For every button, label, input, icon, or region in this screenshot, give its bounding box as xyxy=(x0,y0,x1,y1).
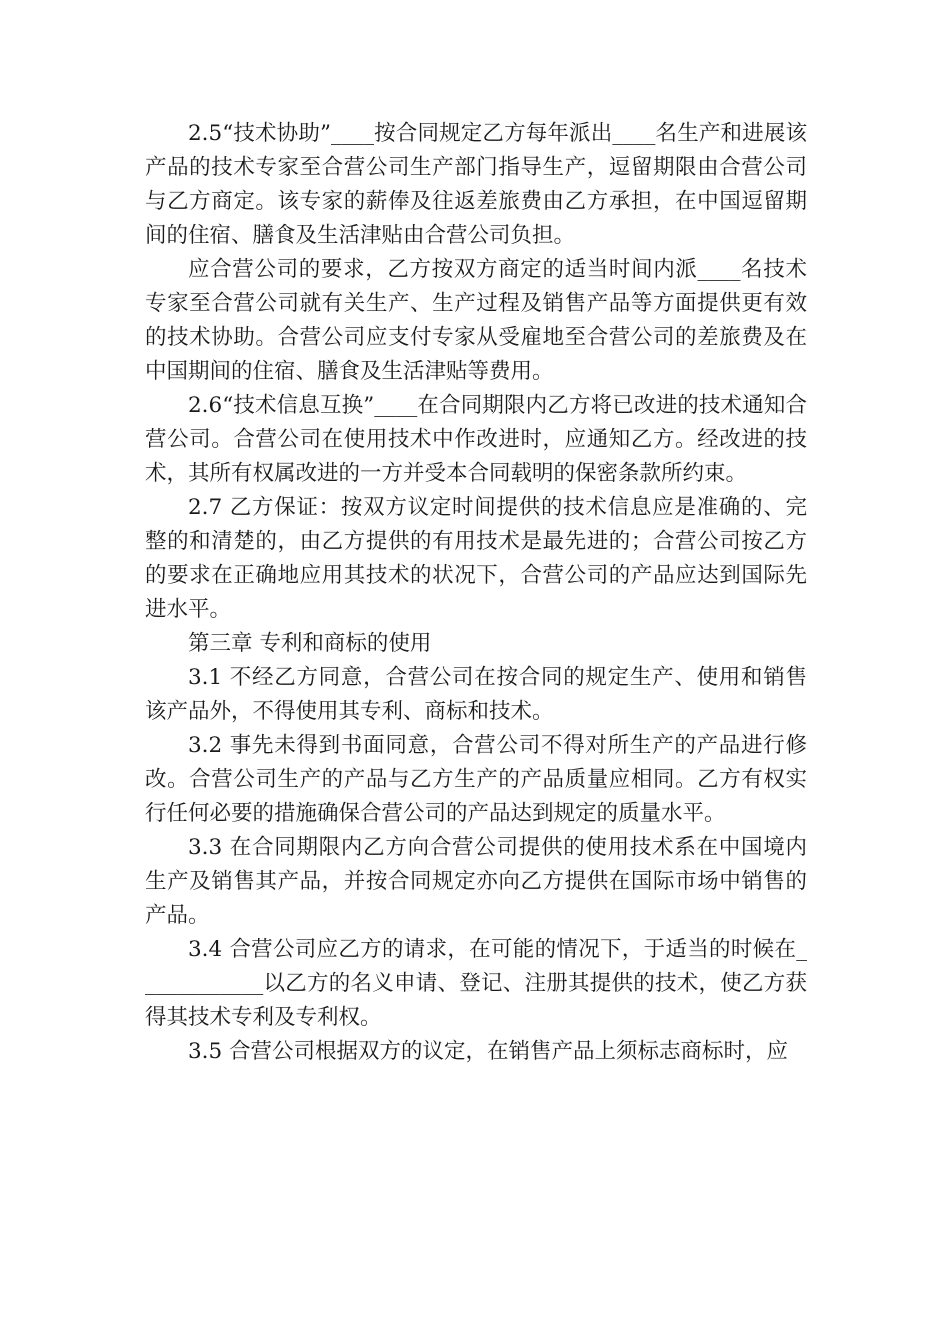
clause-3-4: 3.4 合营公司应乙方的请求，在可能的情况下，于适当的时候在____________以乙方的名义申请、登记、注册其提供的技术，使乙方获得其技术专利及专利权。 xyxy=(145,937,807,1030)
clause-2-7-party-b-guarantee: 2.7 乙方保证：按双方议定时间提供的技术信息应是准确的、完整的和清楚的，由乙方提供的有用技术是最先进的；合营公司按乙方的要求在正确地应用其技术的状况下，合营公司的产品应达到国际先进水平。 xyxy=(145,495,807,622)
clause-3-5: 3.5 合营公司根据双方的议定，在销售产品上须标志商标时，应 xyxy=(188,1039,789,1064)
document-page xyxy=(145,117,807,1069)
clause-3-1: 3.1 不经乙方同意，合营公司在按合同的规定生产、使用和销售该产品外，不得使用其专利、商标和技术。 xyxy=(145,665,807,724)
clause-2-6-information-exchange: 2.6“技术信息互换”____在合同期限内乙方将已改进的技术通知合营公司。合营公司在使用技术中作改进时，应通知乙方。经改进的技术，其所有权属改进的一方并受本合同载明的保密条款所约束。 xyxy=(145,393,807,486)
clause-3-2: 3.2 事先未得到书面同意，合营公司不得对所生产的产品进行修改。合营公司生产的产品与乙方生产的产品质量应相同。乙方有权实行任何必要的措施确保合营公司的产品达到规定的质量水平。 xyxy=(145,733,807,826)
paragraph-expert-dispatch: 应合营公司的要求，乙方按双方商定的适当时间内派____名技术专家至合营公司就有关生产、生产过程及销售产品等方面提供更有效的技术协助。合营公司应支付专家从受雇地至合营公司的差旅费及在中国期间的住宿、膳食及生活津贴等费用。 xyxy=(145,257,807,384)
clause-2-5-technical-assistance: 2.5“技术协助”____按合同规定乙方每年派出____名生产和进展该产品的技术专家至合营公司生产部门指导生产，逗留期限由合营公司与乙方商定。该专家的薪俸及往返差旅费由乙方承担，在中国逗留期间的住宿、膳食及生活津贴由合营公司负担。 xyxy=(145,121,807,248)
chapter-3-heading: 第三章 专利和商标的使用 xyxy=(188,631,432,656)
clause-3-3: 3.3 在合同期限内乙方向合营公司提供的使用技术系在中国境内生产及销售其产品，并按合同规定亦向乙方提供在国际市场中销售的产品。 xyxy=(145,835,807,928)
